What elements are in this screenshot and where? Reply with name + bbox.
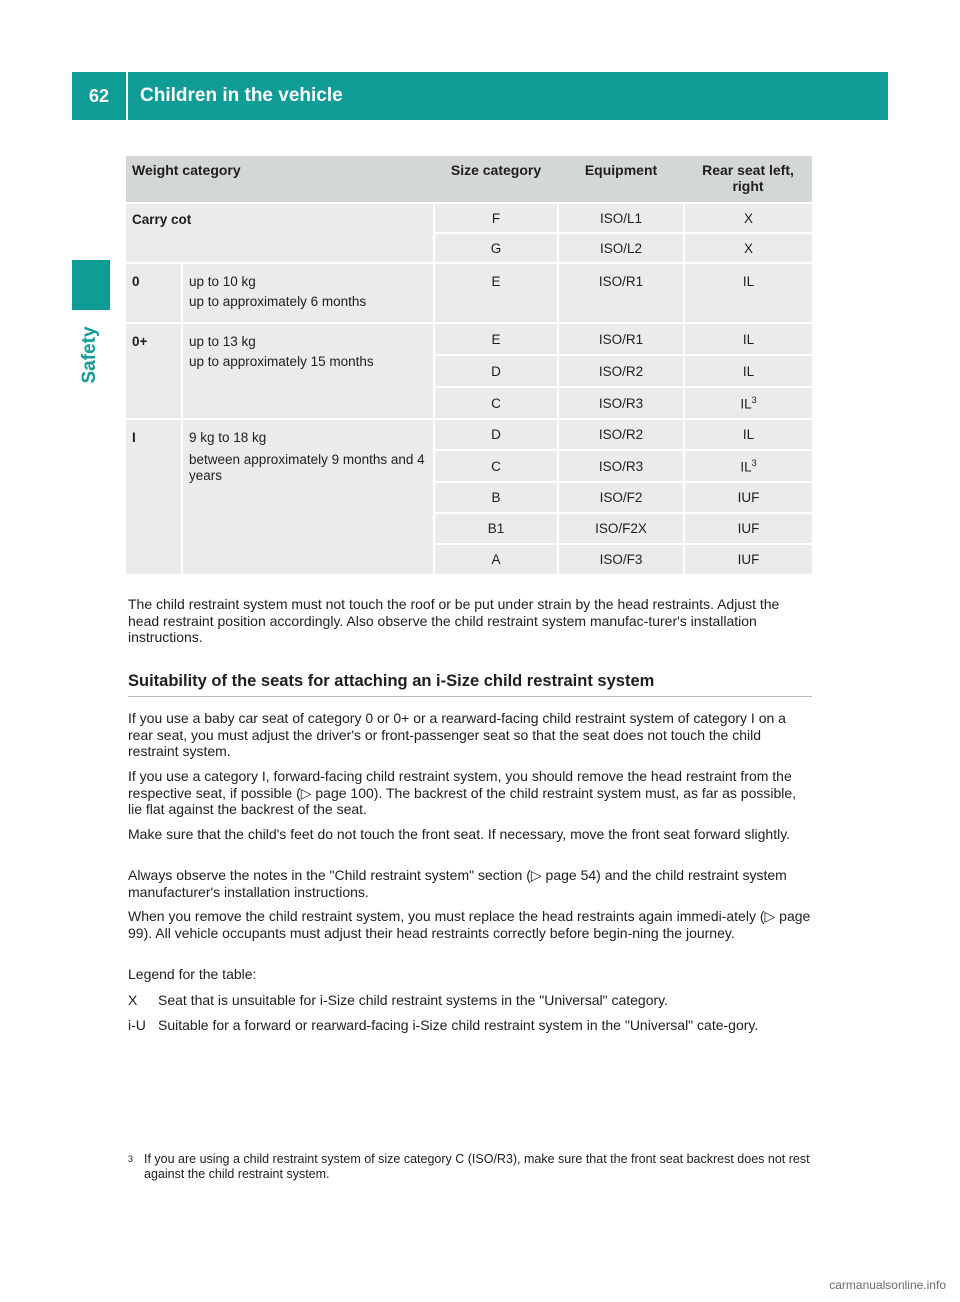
legend-text: Suitable for a forward or rearward-facing i-Size child restraint system in the "Universal" cate-gory. — [158, 1017, 759, 1033]
category-label: 0 — [126, 263, 182, 323]
rear-seat-cell: IL — [684, 419, 812, 450]
header-size-category: Size category — [434, 156, 558, 203]
rear-seat-cell: X — [684, 203, 812, 233]
footnote-ref: 3 — [751, 394, 757, 405]
equipment-cell: ISO/R3 — [558, 450, 684, 482]
size-cell: F — [434, 203, 558, 233]
category-label: I — [126, 419, 182, 574]
size-cell: C — [434, 387, 558, 419]
category-description: up to 10 kg up to approximately 6 months — [182, 263, 434, 323]
category-description: 9 kg to 18 kg between approximately 9 months and 4 years — [182, 419, 434, 574]
section-paragraph-5: When you remove the child restraint system, you must replace the head restraints again immedi-ately (▷ page 99). All vehicle occupants must adjust their head restraints correctly before begin-ning the journey. — [128, 908, 811, 941]
table-row — [126, 419, 812, 450]
table-header-row — [126, 156, 812, 203]
section-divider — [128, 696, 812, 697]
section-paragraph-6: Legend for the table: — [128, 966, 257, 982]
rear-seat-cell: $IL^3$ — [684, 450, 812, 482]
carry-cot-label: Carry cot — [126, 203, 434, 263]
size-cell: B — [434, 482, 558, 513]
equipment-cell: ISO/F3 — [558, 544, 684, 574]
equipment-cell: ISO/F2X — [558, 513, 684, 544]
rear-seat-cell: $IL^3$ — [684, 387, 812, 419]
equipment-cell: ISO/R2 — [558, 355, 684, 387]
rear-seat-cell: IL — [684, 323, 812, 355]
category-label: 0+ — [126, 323, 182, 419]
footnote-ref: 3 — [751, 457, 757, 468]
watermark: carmanualsonline.info — [829, 1278, 946, 1292]
intro-paragraph: The child restraint system must not touch the roof or be put under strain by the head restraints. Adjust the head restraint position accordingly. Also observe the child restraint system manufac-turer's installation instructions. — [128, 596, 780, 645]
size-cell: E — [434, 323, 558, 355]
equipment-cell: ISO/L2 — [558, 233, 684, 263]
section-heading: Suitability of the seats for attaching an i-Size child restraint system — [128, 672, 655, 690]
footnote — [128, 1152, 812, 1182]
equipment-cell: ISO/L1 — [558, 203, 684, 233]
table-row — [126, 263, 812, 323]
section-paragraph-2: If you use a category I, forward-facing child restraint system, you should remove the head restraint from the respective seat, if possible (▷ page 100). The backrest of the child restraint system must, as far as possible, lie flat against the backrest of the seat. — [128, 768, 797, 817]
size-cell: D — [434, 355, 558, 387]
page-number: 62 — [88, 85, 110, 106]
footnote-mark: 3 — [128, 1154, 134, 1164]
size-cell: A — [434, 544, 558, 574]
legend-item — [128, 1017, 812, 1034]
section-paragraph-4: Always observe the notes in the "Child restraint system" section (▷ page 54) and the child restraint system manufacturer's installation instructions. — [128, 867, 787, 900]
section-paragraph-3: Make sure that the child's feet do not touch the front seat. If necessary, move the front seat forward slightly. — [128, 826, 791, 842]
equipment-cell: ISO/R3 — [558, 387, 684, 419]
size-cell: G — [434, 233, 558, 263]
table-row — [126, 203, 812, 233]
size-cell: E — [434, 263, 558, 323]
page-header — [72, 72, 888, 120]
rear-seat-cell: IL — [684, 355, 812, 387]
equipment-cell: ISO/F2 — [558, 482, 684, 513]
table-row — [126, 323, 812, 355]
header-equipment: Equipment — [558, 156, 684, 203]
section-paragraph-1: If you use a baby car seat of category 0 or 0+ or a rearward-facing child restraint system of category I on a rear seat, you must adjust the driver's or front-passenger seat so that the seat does not touch the child restraint system. — [128, 710, 786, 759]
rear-seat-cell: IUF — [684, 482, 812, 513]
size-cell: D — [434, 419, 558, 450]
rear-seat-cell: IUF — [684, 513, 812, 544]
legend-item — [128, 992, 812, 1009]
footnote-text: If you are using a child restraint system of size category C (ISO/R3), make sure that the front seat backrest does not rest against the child restraint system. — [144, 1152, 810, 1181]
legend-text: Seat that is unsuitable for i-Size child restraint systems in the "Universal" category. — [158, 992, 669, 1008]
legend-key: X — [128, 992, 138, 1008]
child-seat-table — [126, 156, 812, 574]
equipment-cell: ISO/R1 — [558, 263, 684, 323]
header-weight-category: Weight category — [126, 156, 434, 203]
legend-key: i-U — [128, 1017, 146, 1033]
header-rear-seat: Rear seat left, right — [684, 156, 812, 203]
side-section-label: Safety — [79, 326, 100, 384]
size-cell: C — [434, 450, 558, 482]
chapter-title: Children in the vehicle — [140, 85, 343, 106]
rear-seat-cell: IL — [684, 263, 812, 323]
rear-seat-cell: IUF — [684, 544, 812, 574]
side-tab-marker — [72, 260, 110, 310]
rear-seat-cell: X — [684, 233, 812, 263]
category-description: up to 13 kg up to approximately 15 months — [182, 323, 434, 419]
equipment-cell: ISO/R1 — [558, 323, 684, 355]
equipment-cell: ISO/R2 — [558, 419, 684, 450]
size-cell: B1 — [434, 513, 558, 544]
